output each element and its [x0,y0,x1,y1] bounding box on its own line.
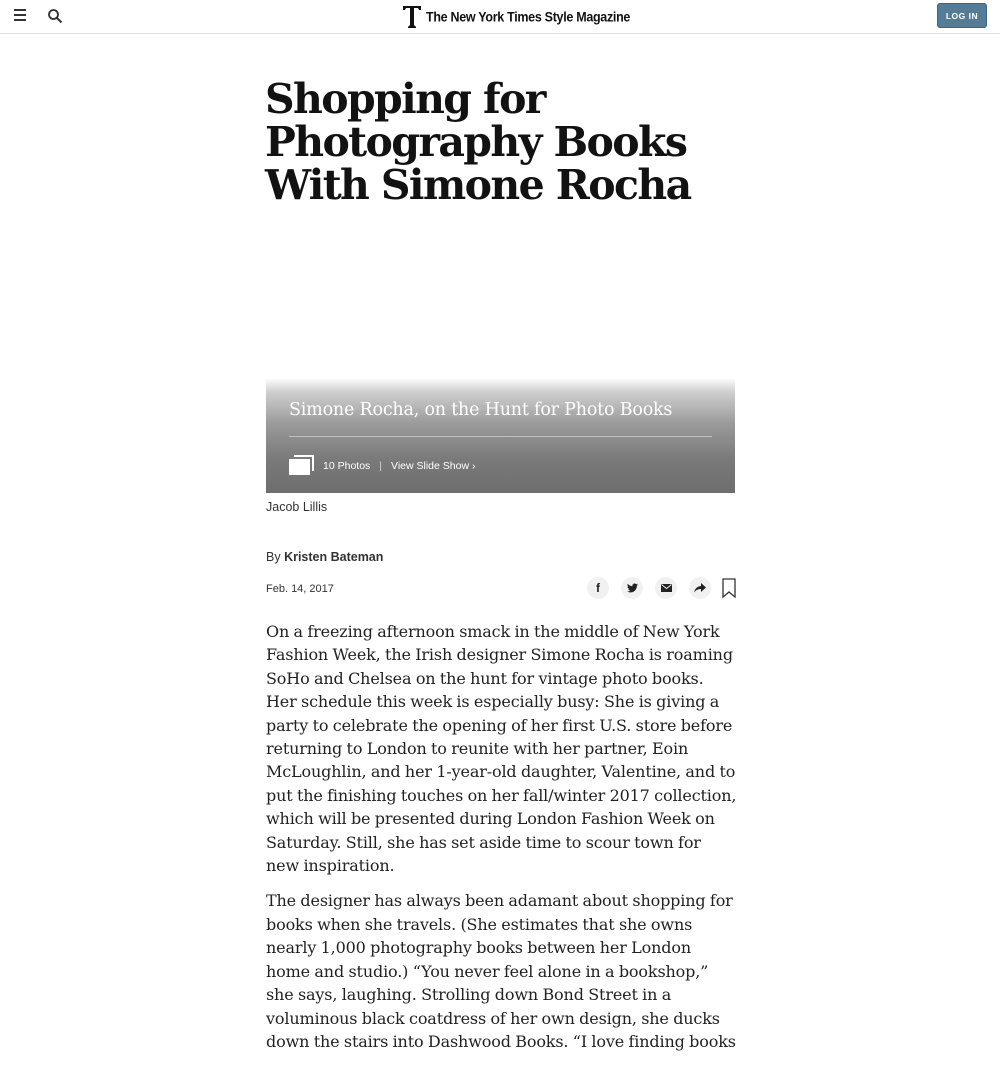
article-body [266,620,738,1065]
facebook-share-button[interactable] [587,577,609,599]
twitter-share-button[interactable] [621,577,643,599]
share-icon [694,583,706,593]
article-paragraph: On a freezing afternoon smack in the middle of New York Fashion Week, the Irish designer Simone Rocha is roaming SoHo and Chelsea on the hunt for vintage photo books. Her schedule this week is especially busy: She is giving a party to celebrate the opening of her first U.S. store before returning to London to reunite with her partner, Eoin McLoughlin, and her 1-year-old daughter, Valentine, and to put the finishing touches on her fall/winter 2017 collection, which will be presented during London Fashion Week on Saturday. Still, she has set aside time to scour town for new inspiration. [266,622,737,876]
slideshow-title[interactable]: Simone Rocha, on the Hunt for Photo Books [289,400,673,420]
byline-prefix: By [266,550,285,564]
bookmark-icon[interactable] [722,578,736,598]
author-link[interactable]: Kristen Bateman [284,550,384,564]
t-magazine-logo-icon [402,5,422,29]
menu-icon[interactable] [14,9,28,23]
slideshow-meta [289,455,475,477]
slideshow-divider [289,436,712,437]
slideshow-promo[interactable] [266,378,735,493]
brand-logo[interactable] [402,4,630,30]
email-icon [661,584,672,592]
more-share-button[interactable] [689,577,711,599]
meta-separator: | [379,460,383,472]
brand-name: The New York Times Style Magazine [426,9,631,25]
email-share-button[interactable] [655,577,677,599]
article-headline: Shopping for Photography Books With Simone Rocha [265,75,691,209]
gallery-icon [289,455,314,477]
twitter-icon [627,583,638,593]
photo-credit: Jacob Lillis [266,500,328,514]
publish-date: Feb. 14, 2017 [266,583,334,595]
site-header [0,0,1000,34]
facebook-icon: f [596,581,600,595]
share-tools [587,577,736,599]
login-button[interactable]: LOG IN [937,3,987,28]
search-icon[interactable] [47,8,63,24]
photo-count: 10 Photos [323,460,371,472]
byline [266,550,383,564]
article-paragraph: The designer has always been adamant about shopping for books when she travels. (She estimates that she owns nearly 1,000 photography books between her London home and studio.) “You never feel alone in a bookshop,” she says, laughing. Strolling down Bond Street in a voluminous black coatdress of her own design, she ducks down the stairs into Dashwood Books. “I love finding books [266,891,736,1051]
view-slideshow-link[interactable]: View Slide Show › [391,460,476,472]
